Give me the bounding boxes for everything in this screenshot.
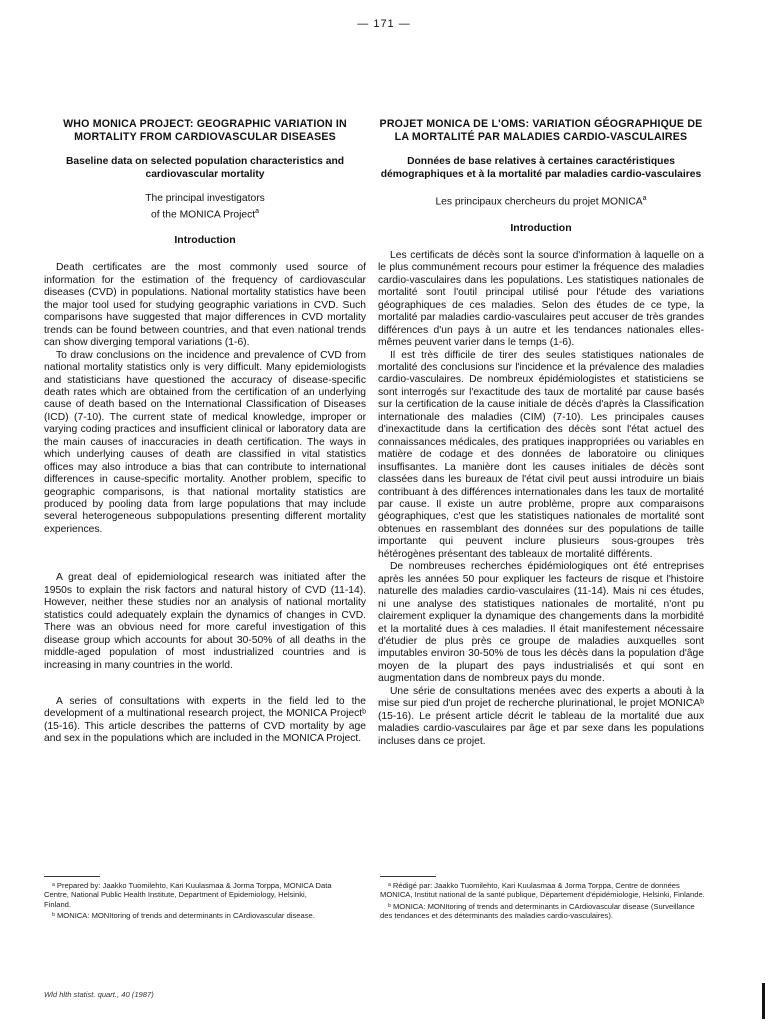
french-authors-footnote-mark: a bbox=[642, 195, 647, 202]
french-paragraph-4: Une série de consultations menées avec des experts a abouti à la mise sur pied d'un projet de recherche plurinational, le projet MONICAᵇ (15-16). Le présent article décrit le tableau de la mortalité due aux maladies cardio-vasculaires par âge et par sexe dans les populations incluses dans ce projet. bbox=[378, 685, 704, 747]
english-paragraph-1: Death certificates are the most commonly used source of information for the estimation of the frequency of cardiovascular diseases (CVD) in populations. National mortality statistics have been the major tool used for studying geographic variations in CVD. Such comparisons have suggested that major differences in CVD mortality trends can be found between countries, and that even national trends can show diverging temporal variations (1-6). bbox=[44, 262, 366, 349]
english-title: WHO MONICA PROJECT: GEOGRAPHIC VARIATION IN MORTALITY FROM CARDIOVASCULAR DISEASES bbox=[63, 118, 347, 143]
french-body bbox=[378, 250, 704, 748]
english-column bbox=[44, 118, 366, 746]
english-section-heading: Introduction bbox=[174, 234, 236, 247]
english-authors-line1: The principal investigators bbox=[145, 193, 265, 204]
english-authors-footnote-mark: a bbox=[255, 207, 260, 215]
french-footnote-a: ᵃ Rédigé par: Jaakko Tuomilehto, Kari Kuulasmaa & Jorma Torppa, Centre de données MONICA, Institut national de la santé publique, Département d'épidémiologie, Helsinki, Finlande. bbox=[380, 881, 705, 900]
french-footnotes bbox=[380, 876, 706, 923]
footnote-rule bbox=[380, 876, 436, 877]
french-section-heading: Introduction bbox=[510, 221, 572, 234]
footnote-rule bbox=[44, 876, 100, 877]
french-paragraph-3: De nombreuses recherches épidémiologiques ont été entreprises après les années 50 pour expliquer les facteurs de risque et l'histoire naturelle des maladies cardio-vasculaires (11-14). Mais ni ces études, ni une analyse des statistiques nationales de mortalité, n'ont pu clairement expliquer la dynamique des changements dans la morbidité et la mortalité dues à ces maladies. Il était manifestement nécessaire d'étudier de plus près ce groupe de maladies auxquelles sont imputables environ 30-50% de tous les décès dans la population d'âge moyen de la plupart des pays industrialisés et qui sont en augmentation dans de nombreux pays du monde. bbox=[378, 561, 704, 685]
journal-reference: Wld hlth statist. quart., 40 (1987) bbox=[44, 990, 154, 999]
french-paragraph-2: Il est très difficile de tirer des seules statistiques nationales de mortalité des conclusions sur l'incidence et la prévalence des maladies cardio-vasculaires. De nombreux épidémiologistes et statisticiens se sont interrogés sur l'exactitude des taux de mortalité par cause basés sur la certification de la cause initiale de décès d'après la Classification internationale des maladies (CIM) (7-10). Les principales causes d'inexactitude dans la certification des décès sont l'état actuel des connaissances médicales, des pratiques inappropriées ou variables en matière de codage et des données de laboratoire ou cliniques insuffisantes. La manière dont les causes initiales de décès sont classées dans les bureaux de l'état civil peut aussi introduire un biais contribuant à des différences internationales dans les taux de mortalité par cause. Il existe un autre problème, propre aux comparaisons géographiques, c'est que les statistiques nationales de mortalité sont obtenues en rassemblant des données sur des populations de taille importante qui peuvent inclure plusieurs sous-groupes très hétérogènes présentant des tableaux de mortalité différents. bbox=[378, 349, 704, 560]
english-footnote-a: ᵃ Prepared by: Jaakko Tuomilehto, Kari Kuulasmaa & Jorma Torppa, MONICA Data Centre, National Public Health Institute, Department of Epidemiology, Helsinki, Finland. bbox=[44, 881, 332, 909]
english-subtitle: Baseline data on selected population characteristics and cardiovascular mortality bbox=[65, 156, 345, 180]
french-title: PROJET MONICA DE L'OMS: VARIATION GÉOGRAPHIQUE DE LA MORTALITÉ PAR MALADIES CARDIO-VASCULAIRES bbox=[379, 118, 703, 143]
french-column bbox=[378, 118, 704, 748]
english-authors bbox=[44, 193, 366, 221]
french-authors bbox=[378, 193, 704, 209]
english-paragraph-2: To draw conclusions on the incidence and prevalence of CVD from national mortality statistics only is very difficult. Many epidemiologists and statisticians have questioned the accuracy of disease-specific death rates which are obtained from the certification of an underlying cause of death based on the International Classification of Diseases (ICD) (7-10). The current state of medical knowledge, improper or varying coding practices and insufficient clinical or laboratory data are the main causes of inaccuracies in death certification. The ways in which underlying causes of death are classified in vital statistics offices may also introduce a bias that can contribute to international differences in cause-specific mortality. Another problem, specific to geographic comparisons, is that national mortality statistics are produced by pooling data from large populations that may include several heterogeneous subpopulations presenting different mortality experiences. bbox=[44, 349, 366, 535]
english-paragraph-4: A series of consultations with experts in the field led to the development of a multinational research project, the MONICA Projectᵇ (15-16). This article describes the patterns of CVD mortality by age and sex in the populations which are included in the MONICA Project. bbox=[44, 696, 366, 745]
page-number: — 171 — bbox=[357, 18, 411, 30]
french-footnote-b: ᵇ MONICA: MONItoring of trends and determinants in CArdiovascular disease (Surveillance des tendances et des déterminants des maladies cardio-vasculaires). bbox=[380, 901, 695, 921]
english-authors-line2: of the MONICA Project bbox=[150, 208, 256, 220]
english-footnotes bbox=[44, 876, 334, 923]
french-authors-line1: Les principaux chercheurs du projet MONICA bbox=[435, 196, 643, 208]
french-subtitle: Données de base relatives à certaines caractéristiques démographiques et à la mortalité par maladies cardio-vasculaires bbox=[380, 156, 702, 180]
french-paragraph-1: Les certificats de décès sont la source d'information à laquelle on a le plus communément recours pour estimer la fréquence des maladies cardio-vasculaires dans les populations. Les statistiques nationales de mortalité sont l'outil principal utilisé pour l'étude des variations géographiques de ces maladies. Selon des études de ce type, la mortalité par maladies cardio-vasculaires peut accuser de très grandes différences d'un pays à un autre et les tendances nationales elles-mêmes peuvent varier dans le temps (1-6). bbox=[378, 249, 704, 349]
english-footnote-b: ᵇ MONICA: MONItoring of trends and determinants in CArdiovascular disease. bbox=[52, 911, 315, 921]
english-body bbox=[44, 262, 366, 745]
english-paragraph-3: A great deal of epidemiological research was initiated after the 1950s to explain the risk factors and natural history of CVD (11-14). However, neither these studies nor an analysis of national mortality statistics could adequately explain the dynamics of changes in CVD. There was an obvious need for more careful investigation of this disease group which accounts for about 30-50% of all deaths in the middle-aged population of most industrialized countries and is increasing in many countries in the world. bbox=[44, 572, 366, 671]
scan-edge-mark bbox=[762, 983, 765, 1019]
